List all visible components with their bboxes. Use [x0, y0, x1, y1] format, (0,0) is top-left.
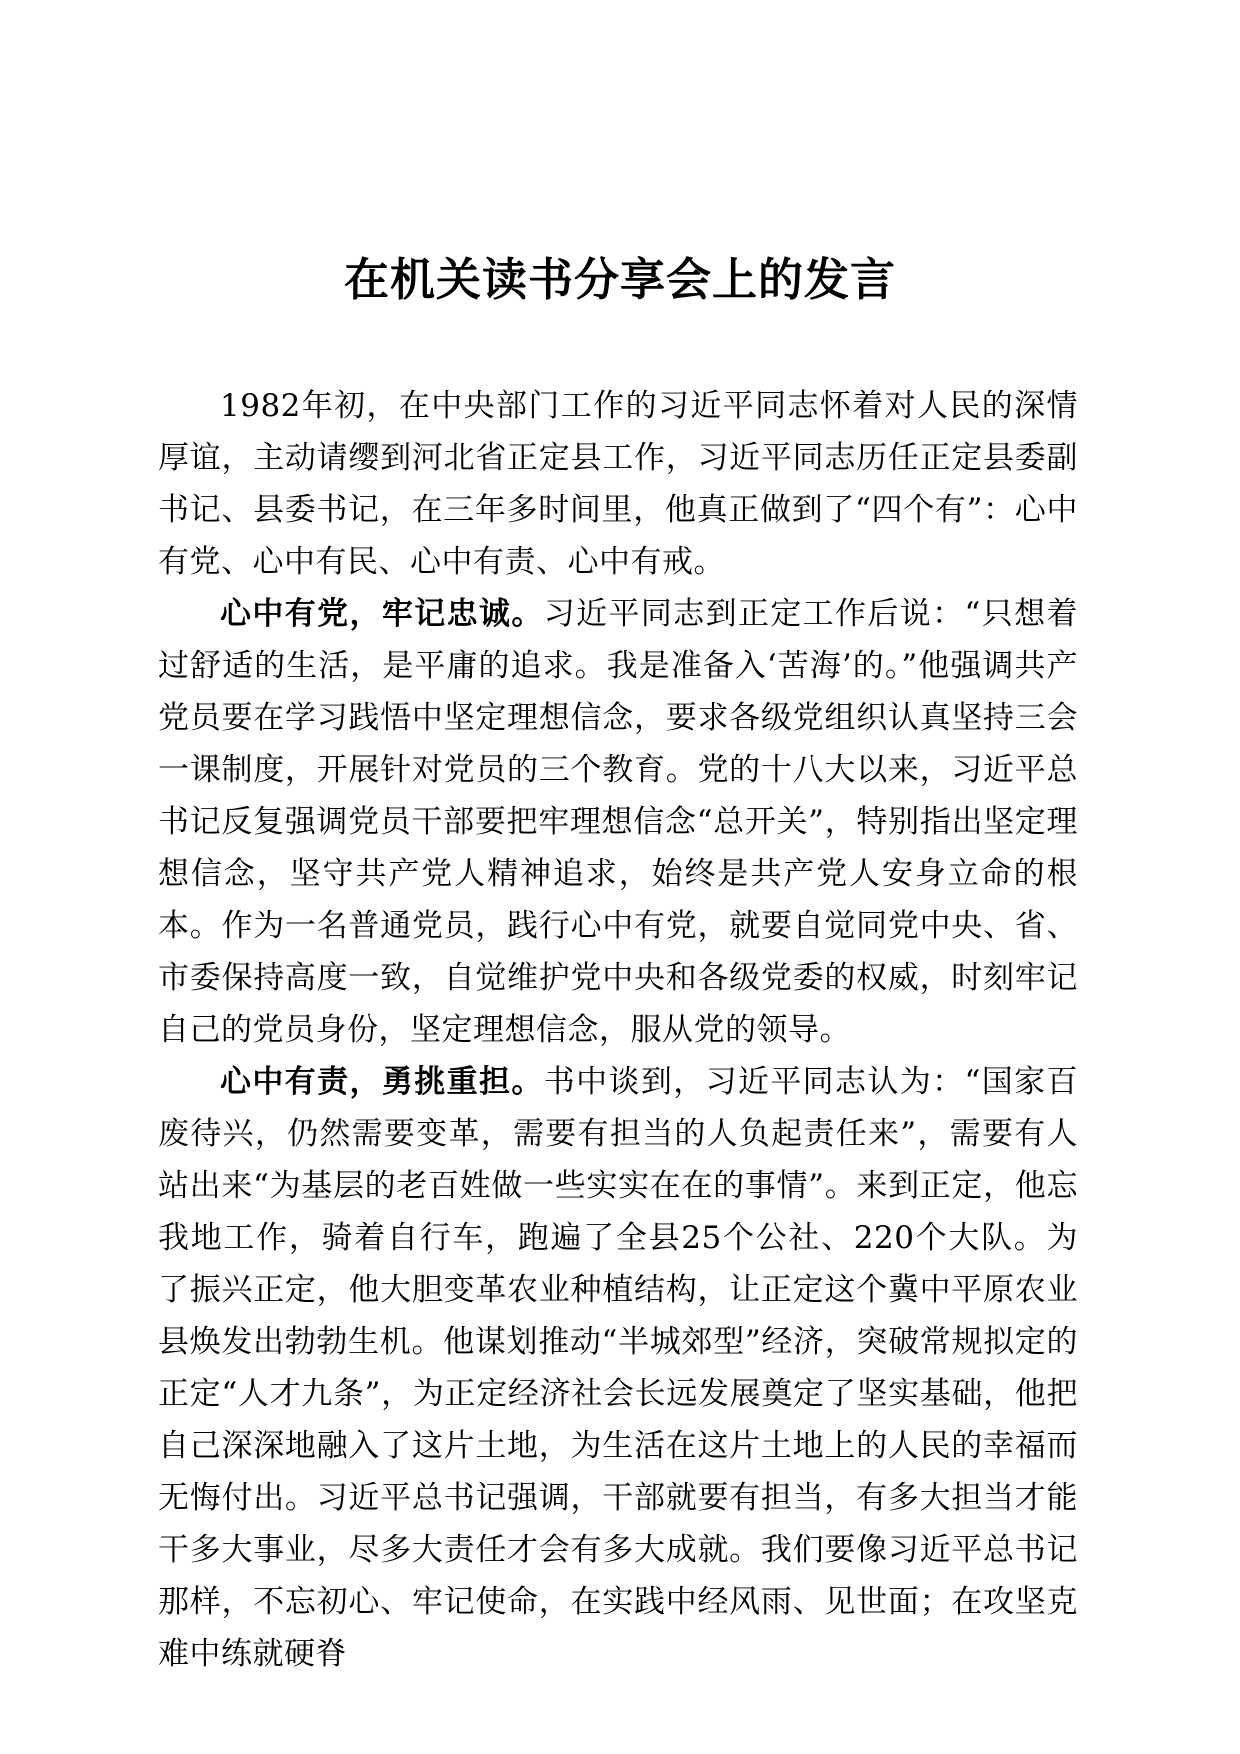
document-title: 在机关读书分享会上的发言: [343, 253, 896, 306]
paragraph-intro-text: 1982年初，在中央部门工作的习近平同志怀着对人民的深情厚谊，主动请缨到河北省正定县工作，习近平同志历任正定县委副书记、县委书记，在三年多时间里，他真正做到了“四个有”：心中有党、心中有民、心中有责、心中有戒。: [158, 388, 1078, 580]
paragraph-responsibility-lead: 心中有责，勇挑重担。: [220, 1064, 544, 1100]
paragraph-intro: [158, 380, 1078, 588]
paragraph-party-loyalty-lead: 心中有党，牢记忠诚。: [220, 596, 544, 632]
paragraph-party-loyalty-text: 习近平同志到正定工作后说：“只想着过舒适的生活，是平庸的追求。我是准备入‘苦海’的。”他强调共产党员要在学习践悟中坚定理想信念，要求各级党组织认真坚持三会一课制度，开展针对党员的三个教育。党的十八大以来，习近平总书记反复强调党员干部要把牢理想信念“总开关”，特别指出坚定理想信念，坚守共产党人精神追求，始终是共产党人安身立命的根本。作为一名普通党员，践行心中有党，就要自觉同党中央、省、市委保持高度一致，自觉维护党中央和各级党委的权威，时刻牢记自己的党员身份，坚定理想信念，服从党的领导。: [158, 596, 1078, 1048]
paragraph-responsibility: [158, 1056, 1078, 1680]
paragraph-responsibility-text: 书中谈到，习近平同志认为：“国家百废待兴，仍然需要变革，需要有担当的人负起责任来”，需要有人站出来“为基层的老百姓做一些实实在在的事情”。来到正定，他忘我地工作，骑着自行车，跑遍了全县25个公社、220个大队。为了振兴正定，他大胆变革农业种植结构，让正定这个冀中平原农业县焕发出勃勃生机。他谋划推动“半城郊型”经济，突破常规拟定的正定“人才九条”，为正定经济社会长远发展奠定了坚实基础，他把自己深深地融入了这片土地，为生活在这片土地上的人民的幸福而无悔付出。习近平总书记强调，干部就要有担当，有多大担当才能干多大事业，尽多大责任才会有多大成就。我们要像习近平总书记那样，不忘初心、牢记使命，在实践中经风雨、见世面；在攻坚克难中练就硬脊: [158, 1064, 1078, 1672]
document-body: [158, 380, 1078, 1680]
paragraph-party-loyalty: [158, 588, 1078, 1056]
